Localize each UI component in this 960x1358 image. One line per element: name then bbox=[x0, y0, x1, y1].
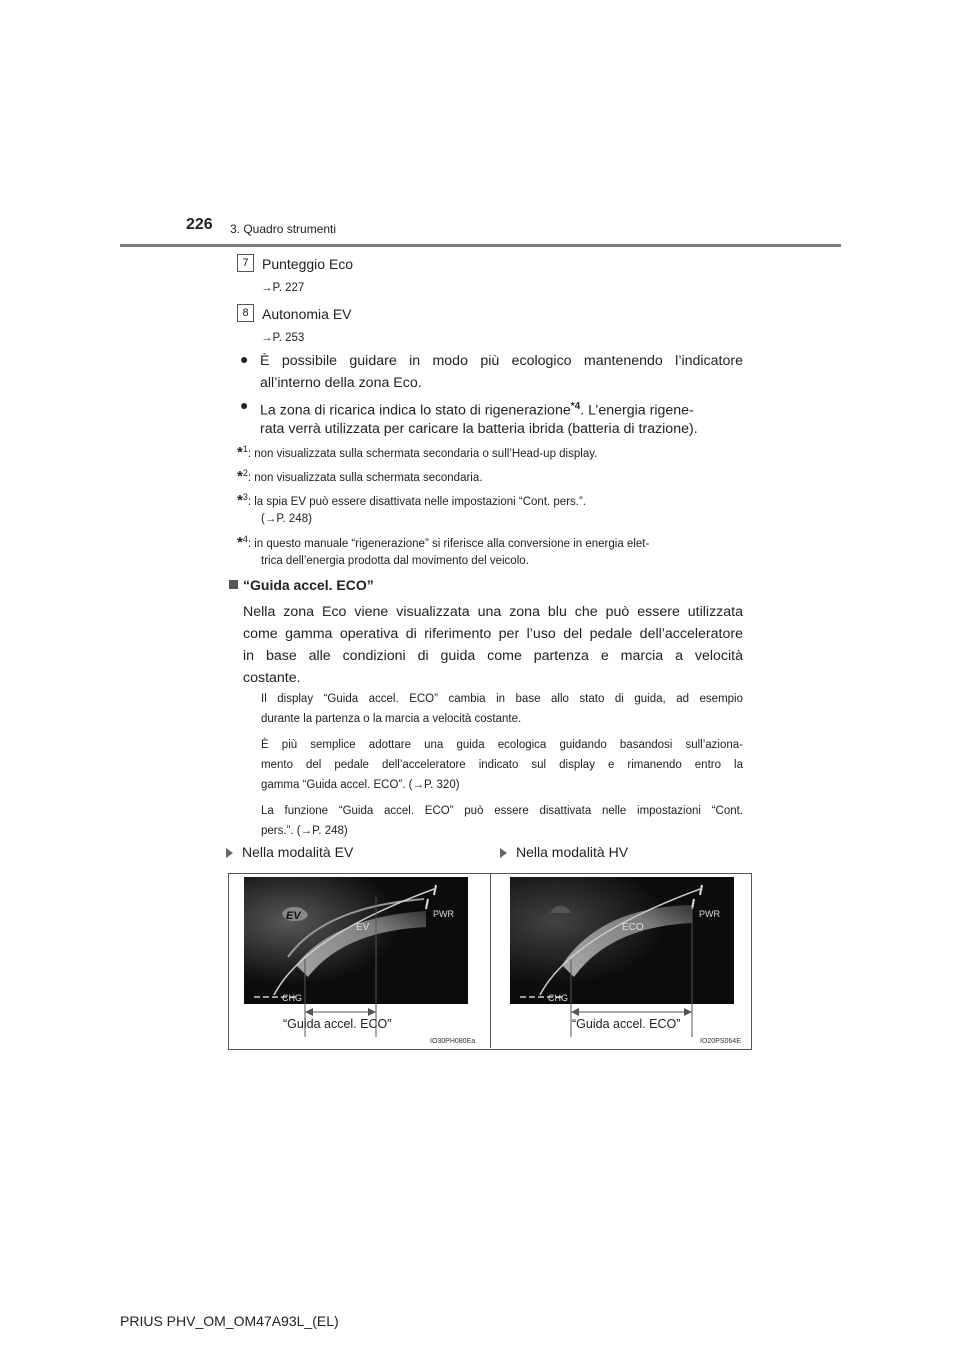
bullet-text-2: La zona di ricarica indica lo stato di rigenerazione$^{*4}$. L’energia rigene- bbox=[260, 401, 694, 419]
figure-caption-ev: “Guida accel. ECO” bbox=[283, 1017, 392, 1031]
note-2-line2: mento del pedale dell’acceleratore indicato sul display e rimanendo entro la bbox=[261, 759, 743, 771]
note-1-line2: durante la partenza o la marcia a velocità costante. bbox=[261, 713, 522, 725]
bullet-text-2-line2: rata verrà utilizzata per caricare la batteria ibrida (batteria di trazione). bbox=[260, 421, 698, 437]
figure-title-hv: Nella modalità HV bbox=[516, 844, 629, 860]
ev-zone-label: EV bbox=[356, 922, 370, 933]
chg-label: CHG bbox=[548, 993, 568, 1003]
figure-code-ev: IO30PH080Ea bbox=[430, 1038, 476, 1045]
footer-doc-id: PRIUS PHV_OM_OM47A93L_(EL) bbox=[120, 1313, 339, 1329]
figure-caption-hv: “Guida accel. ECO” bbox=[572, 1017, 681, 1031]
item-ref-ev-range[interactable]: →P. 253 bbox=[261, 332, 305, 344]
footnote-3: *$^3$: la spia EV può essere disattivata nelle impostazioni “Cont. pers.”. bbox=[237, 491, 586, 509]
figure-title-ev: Nella modalità EV bbox=[242, 844, 354, 860]
footnote-4: *$^4$: in questo manuale “rigenerazione” si riferisce alla conversione in energia elet- bbox=[237, 533, 650, 551]
bullet-icon: ● bbox=[240, 397, 249, 413]
pwr-label: PWR bbox=[433, 909, 454, 919]
footnote-4-line2: trica dell’energia prodotta dal movimento del veicolo. bbox=[261, 555, 529, 567]
item-title-ev-range: Autonomia EV bbox=[262, 306, 352, 322]
note-3-line1: La funzione “Guida accel. ECO” può essere disattivata nelle impostazioni “Cont. bbox=[261, 805, 743, 817]
bullet-text-1: È possibile guidare in modo più ecologico mantenendo l’indicatore bbox=[260, 353, 743, 369]
section-para-line3: in base alle condizioni di guida come partenza e marcia a velocità bbox=[243, 648, 743, 664]
pwr-label: PWR bbox=[699, 909, 720, 919]
hv-range-indicator bbox=[510, 877, 734, 1037]
footnote-2: *$^2$: non visualizzata sulla schermata secondaria. bbox=[237, 467, 483, 485]
ev-badge-label: EV bbox=[286, 910, 301, 922]
footnote-3-ref[interactable]: (→P. 248) bbox=[261, 513, 312, 525]
eco-zone-label: ECO bbox=[622, 922, 644, 933]
item-number-7: 7 bbox=[237, 254, 254, 272]
note-1-line1: Il display “Guida accel. ECO” cambia in base allo stato di guida, ad esempio bbox=[261, 693, 743, 705]
ev-range-indicator bbox=[244, 877, 468, 1037]
section-heading: “Guida accel. ECO” bbox=[243, 577, 374, 593]
item-number-8: 8 bbox=[237, 304, 254, 322]
section-para-line2: come gamma operativa di riferimento per l’uso del pedale dell’acceleratore bbox=[243, 626, 743, 642]
figure-code-hv: IO20PS064E bbox=[700, 1038, 741, 1045]
item-title-eco-score: Punteggio Eco bbox=[262, 256, 354, 272]
item-ref-eco-score[interactable]: →P. 227 bbox=[261, 282, 305, 294]
bullet-text-1-line2: all’interno della zona Eco. bbox=[260, 375, 422, 391]
section-para-line4: costante. bbox=[243, 670, 301, 686]
chg-label: CHG bbox=[282, 993, 302, 1003]
note-3-line2: pers.”. (→P. 248) bbox=[261, 825, 348, 837]
footnote-1: *$^1$: non visualizzata sulla schermata secondaria o sull’Head-up display. bbox=[237, 443, 598, 461]
bullet-icon: ● bbox=[240, 351, 249, 367]
note-2-line1: È più semplice adottare una guida ecologica guidando basandosi sull’aziona- bbox=[261, 739, 743, 751]
triangle-icon bbox=[500, 848, 507, 858]
section-para-line1: Nella zona Eco viene visualizzata una zona blu che può essere utilizzata bbox=[243, 604, 743, 620]
header-rule bbox=[120, 244, 841, 247]
figure-divider bbox=[490, 873, 491, 1048]
page-number: 226 bbox=[186, 216, 213, 233]
note-2-line3: gamma “Guida accel. ECO”. (→P. 320) bbox=[261, 779, 460, 791]
triangle-icon bbox=[226, 848, 233, 858]
chapter-title: 3. Quadro strumenti bbox=[230, 222, 337, 236]
section-square-icon bbox=[229, 580, 238, 589]
